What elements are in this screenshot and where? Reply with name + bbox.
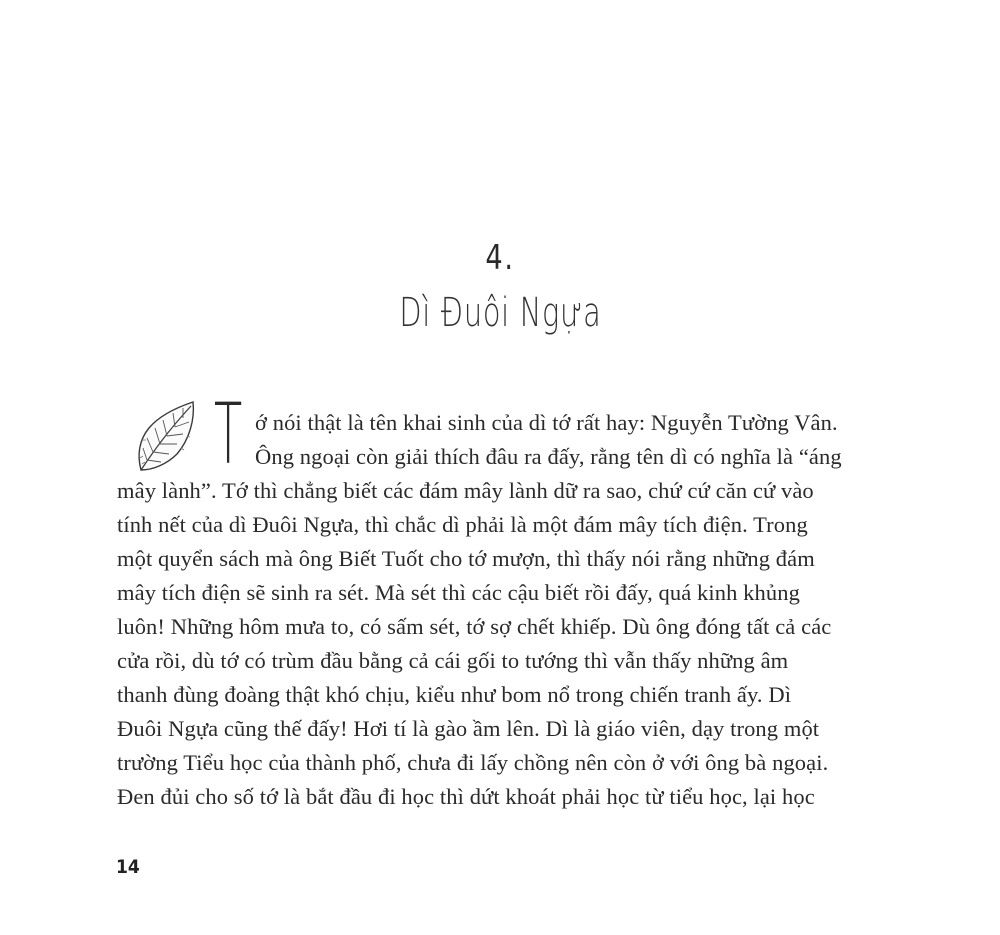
chapter-title: [0, 290, 1000, 336]
paragraph-line: mây tích điện sẽ sinh ra sét. Mà sét thì các cậu biết rồi đấy, quá kinh khủng: [117, 580, 800, 605]
paragraph-line: mây lành”. Tớ thì chẳng biết các đám mây lành dữ ra sao, chứ cứ căn cứ vào: [117, 478, 814, 503]
paragraph-line: cửa rồi, dù tớ có trùm đầu bằng cả cái gối to tướng thì vẫn thấy những âm: [117, 648, 789, 673]
paragraph-line: Đen đủi cho số tớ là bắt đầu đi học thì dứt khoát phải học từ tiểu học, lại học: [117, 784, 815, 809]
paragraph-line: một quyển sách mà ông Biết Tuốt cho tớ mượn, thì thấy nói rằng những đám: [117, 546, 815, 571]
paragraph-line: Đuôi Ngựa cũng thế đấy! Hơi tí là gào ầm lên. Dì là giáo viên, dạy trong một: [117, 716, 820, 741]
paragraph-line: luôn! Những hôm mưa to, có sấm sét, tớ sợ chết khiếp. Dù ông đóng tất cả các: [117, 614, 832, 639]
page-number: 14: [116, 856, 140, 878]
drop-cap-letter: T: [214, 385, 243, 483]
chapter-number: 4.: [485, 238, 515, 278]
paragraph-line: ớ nói thật là tên khai sinh của dì tớ rất hay: Nguyễn Tường Vân.: [255, 410, 838, 435]
paragraph-line: Ông ngoại còn giải thích đâu ra đấy, rằng tên dì có nghĩa là “áng: [255, 444, 842, 469]
paragraph-line: trường Tiểu học của thành phố, chưa đi lấy chồng nên còn ở với ông bà ngoại.: [117, 750, 829, 775]
paragraph-line: thanh đùng đoàng thật khó chịu, kiểu như bom nổ trong chiến tranh ấy. Dì: [117, 682, 792, 707]
leaf-icon: [133, 400, 199, 472]
paragraph-line: tính nết của dì Đuôi Ngựa, thì chắc dì phải là một đám mây tích điện. Trong: [117, 512, 808, 537]
chapter-title-text: Dì Đuôi Ngựa: [398, 290, 602, 336]
